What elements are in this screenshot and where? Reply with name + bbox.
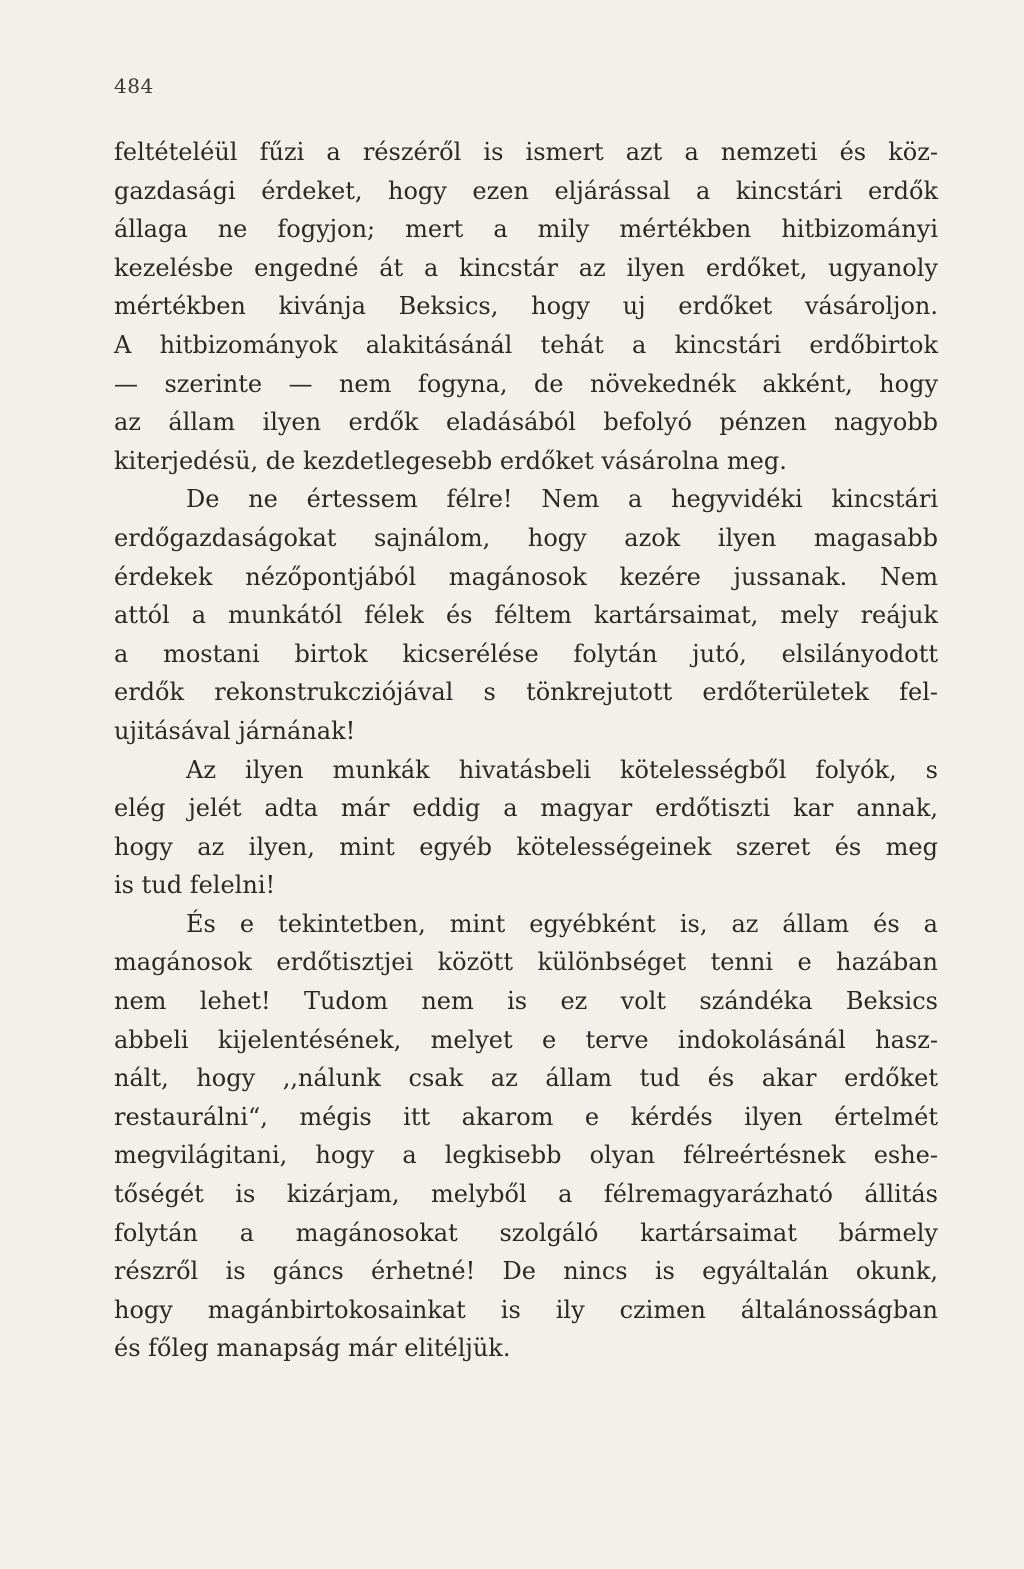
- text-line: nem lehet! Tudom nem is ez volt szándéka Beksics: [114, 987, 938, 1016]
- text-line: az állam ilyen erdők eladásából befolyó pénzen nagyobb: [114, 408, 938, 437]
- text-line: gazdasági érdeket, hogy ezen eljárással a kincstári erdők: [114, 176, 938, 205]
- text-line: a mostani birtok kicserélése folytán jutó, elsilányodott: [114, 639, 938, 668]
- text-line: érdekek nézőpontjából magánosok kezére jussanak. Nem: [114, 562, 938, 591]
- text-line: és főleg manapság már elitéljük.: [114, 1334, 511, 1363]
- text-line: ujitásával járnának!: [114, 716, 356, 745]
- body-text: [114, 133, 938, 1368]
- text-line: részről is gáncs érhetné! De nincs is egyáltalán okunk,: [114, 1257, 938, 1286]
- text-line: És e tekintetben, mint egyébként is, az állam és a: [186, 909, 938, 938]
- text-line: feltételéül fűzi a részéről is ismert azt a nemzeti és köz-: [114, 138, 938, 166]
- text-line: abbeli kijelentésének, melyet e terve indokolásánál hasz-: [114, 1025, 938, 1054]
- text-line: — szerinte — nem fogyna, de növekednék akként, hogy: [114, 369, 938, 398]
- text-line: hogy magánbirtokosainkat is ily czimen általánosságban: [114, 1295, 938, 1324]
- text-line: mértékben kivánja Beksics, hogy uj erdőket vásároljon.: [114, 292, 938, 321]
- text-line: attól a munkától félek és féltem kartársaimat, mely reájuk: [114, 601, 938, 630]
- text-line: Az ilyen munkák hivatásbeli kötelességből folyók, s: [186, 755, 938, 784]
- paragraph-3: [114, 751, 938, 905]
- text-line: kiterjedésü, de kezdetlegesebb erdőket vásárolna meg.: [114, 446, 787, 475]
- paragraph-4: [114, 905, 938, 1368]
- text-line: magánosok erdőtisztjei között különbséget tenni e hazában: [114, 948, 938, 977]
- text-line: tőségét is kizárjam, melyből a félremagyarázható állitás: [114, 1180, 938, 1209]
- text-line: is tud felelni!: [114, 871, 276, 900]
- text-line: nált, hogy ,,nálunk csak az állam tud és akar erdőket: [114, 1064, 938, 1093]
- text-line: kezelésbe engedné át a kincstár az ilyen erdőket, ugyanoly: [114, 253, 938, 282]
- text-line: restaurálni“, mégis itt akarom e kérdés ilyen értelmét: [114, 1102, 938, 1131]
- text-line: folytán a magánosokat szolgáló kartársaimat bármely: [114, 1218, 938, 1247]
- paragraph-2: [114, 480, 938, 750]
- page-number: 484: [114, 74, 154, 98]
- text-line: erdők rekonstrukcziójával s tönkrejutott erdőterületek fel-: [114, 678, 938, 707]
- text-line: De ne értessem félre! Nem a hegyvidéki kincstári: [186, 485, 938, 514]
- text-line: A hitbizományok alakitásánál tehát a kincstári erdőbirtok: [114, 330, 938, 359]
- text-line: állaga ne fogyjon; mert a mily mértékben hitbizományi: [114, 215, 938, 244]
- text-line: megvilágitani, hogy a legkisebb olyan félreértésnek eshe-: [114, 1141, 938, 1170]
- paragraph-1: [114, 133, 938, 480]
- text-line: erdőgazdaságokat sajnálom, hogy azok ilyen magasabb: [114, 523, 938, 552]
- text-line: hogy az ilyen, mint egyéb kötelességeinek szeret és meg: [114, 832, 938, 861]
- text-line: elég jelét adta már eddig a magyar erdőtiszti kar annak,: [114, 794, 938, 823]
